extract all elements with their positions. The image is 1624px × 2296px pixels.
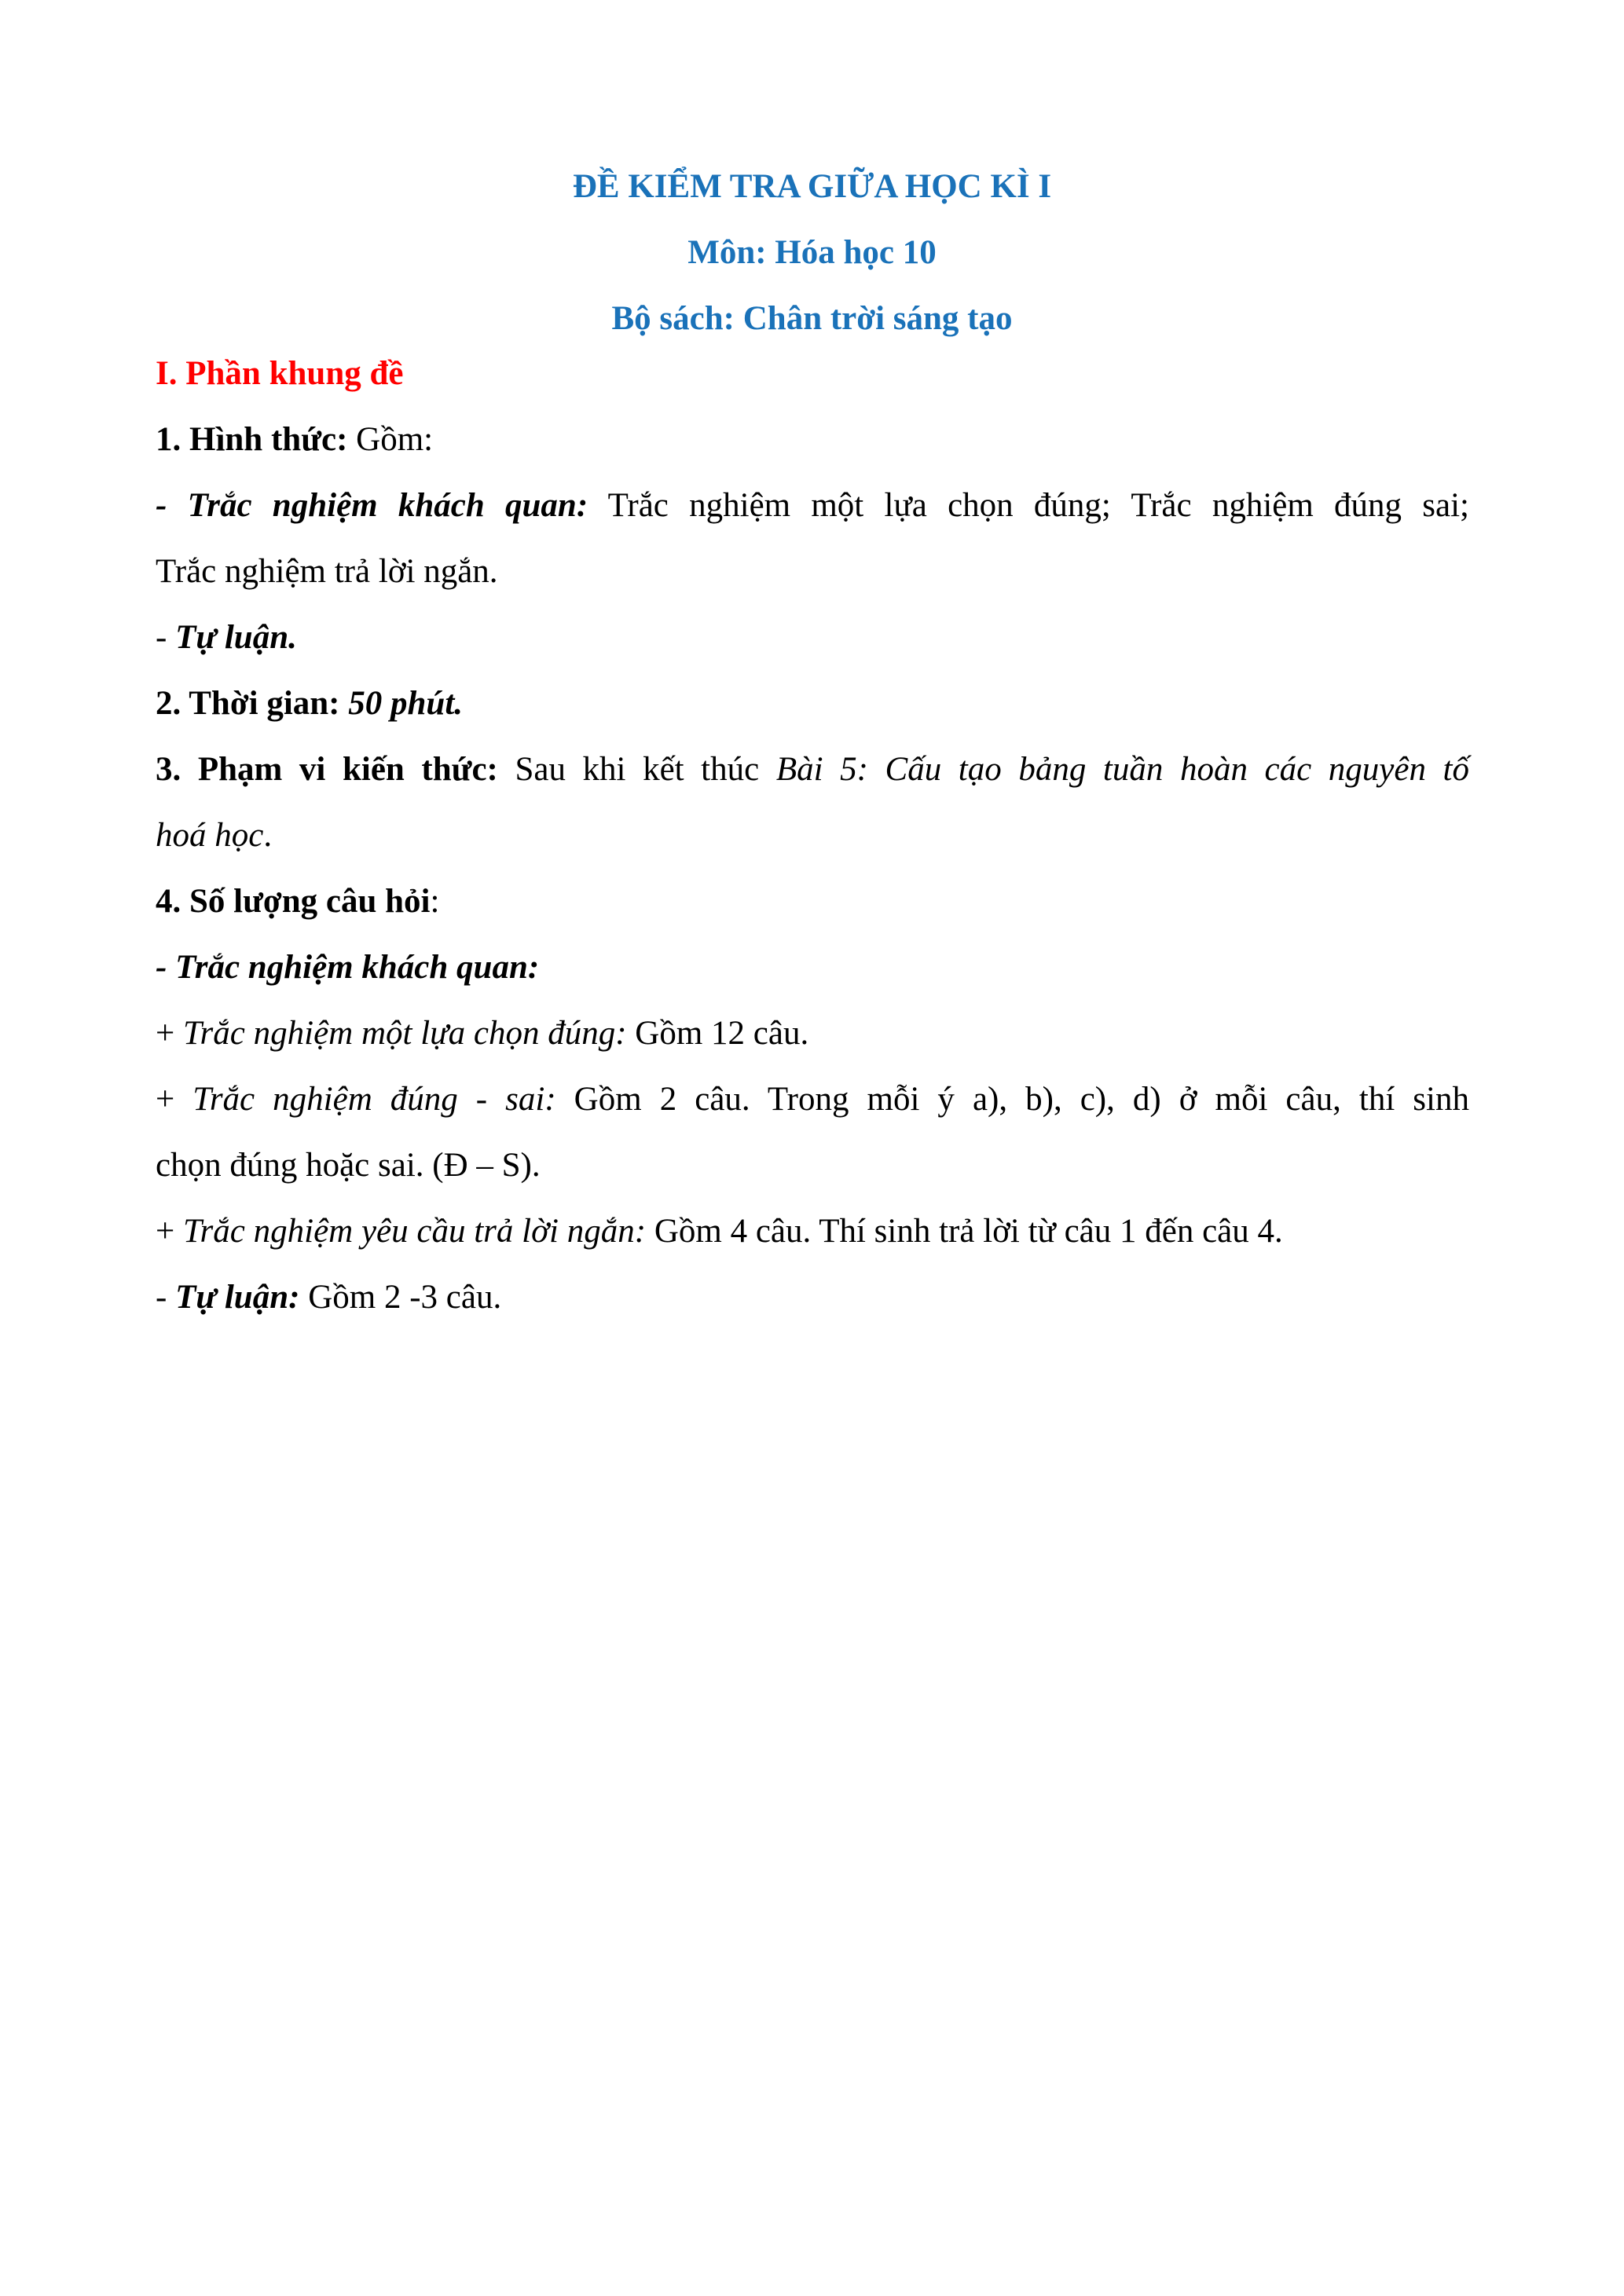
truefalse-label: Trắc nghiệm đúng - sai: bbox=[192, 1081, 556, 1118]
essay-line bbox=[156, 605, 1469, 671]
essay-label: Tự luận. bbox=[175, 619, 297, 656]
essay2-label: Tự luận: bbox=[175, 1279, 300, 1316]
objective-label: - Trắc nghiệm khách quan: bbox=[156, 487, 588, 524]
count-line bbox=[156, 869, 1469, 935]
short-line bbox=[156, 1199, 1469, 1265]
document-body bbox=[156, 341, 1469, 1331]
mcq-text: Gồm 12 câu. bbox=[626, 1015, 809, 1052]
time-label: 2. Thời gian: bbox=[156, 685, 349, 722]
truefalse-prefix: + bbox=[156, 1081, 193, 1118]
truefalse-text-2: chọn đúng hoặc sai. (Đ – S). bbox=[156, 1147, 541, 1184]
essay-dash: - bbox=[156, 619, 176, 656]
exam-subject: Môn: Hóa học 10 bbox=[687, 234, 937, 271]
scope-end: . bbox=[263, 817, 273, 854]
scope-line-2 bbox=[156, 803, 1469, 869]
count-colon: : bbox=[430, 883, 440, 920]
section-heading: I. Phần khung đề bbox=[156, 355, 404, 392]
scope-text: Sau khi kết thúc bbox=[497, 751, 776, 788]
objective2-label: - Trắc nghiệm khách quan: bbox=[156, 949, 540, 986]
objective-line-2 bbox=[156, 539, 1469, 605]
document-header bbox=[0, 154, 1624, 352]
objective-text-1: Trắc nghiệm một lựa chọn đúng; Trắc nghiệm đúng sai; bbox=[588, 487, 1469, 524]
truefalse-line bbox=[156, 1067, 1469, 1133]
form-label: 1. Hình thức: bbox=[156, 421, 348, 458]
objective-text-2: Trắc nghiệm trả lời ngắn. bbox=[156, 553, 498, 590]
exam-title: ĐỀ KIỂM TRA GIỮA HỌC KÌ I bbox=[572, 168, 1052, 205]
truefalse-text-1: Gồm 2 câu. Trong mỗi ý a), b), c), d) ở mỗi câu, thí sinh bbox=[555, 1081, 1469, 1118]
scope-lesson-1: Bài 5: Cấu tạo bảng tuần hoàn các nguyên tố bbox=[775, 751, 1469, 788]
form-line bbox=[156, 407, 1469, 473]
short-label: Trắc nghiệm yêu cầu trả lời ngắn: bbox=[183, 1213, 647, 1250]
essay2-line bbox=[156, 1265, 1469, 1331]
short-prefix: + bbox=[156, 1213, 184, 1250]
truefalse-line-2 bbox=[156, 1133, 1469, 1199]
essay2-text: Gồm 2 -3 câu. bbox=[299, 1279, 502, 1316]
scope-lesson-2: hoá học bbox=[156, 817, 264, 854]
form-text: Gồm: bbox=[347, 421, 434, 458]
exam-bookset: Bộ sách: Chân trời sáng tạo bbox=[611, 300, 1013, 337]
scope-label: 3. Phạm vi kiến thức: bbox=[156, 751, 498, 788]
scope-line bbox=[156, 737, 1469, 803]
mcq-prefix: + bbox=[156, 1015, 184, 1052]
essay2-dash: - bbox=[156, 1279, 176, 1316]
count-label: 4. Số lượng câu hỏi bbox=[156, 883, 431, 920]
objective2-line bbox=[156, 935, 1469, 1001]
mcq-label: Trắc nghiệm một lựa chọn đúng: bbox=[183, 1015, 627, 1052]
mcq-line bbox=[156, 1001, 1469, 1067]
short-text: Gồm 4 câu. Thí sinh trả lời từ câu 1 đến câu 4. bbox=[646, 1213, 1283, 1250]
objective-line bbox=[156, 473, 1469, 539]
time-line bbox=[156, 671, 1469, 737]
time-value: 50 phút. bbox=[348, 685, 464, 722]
